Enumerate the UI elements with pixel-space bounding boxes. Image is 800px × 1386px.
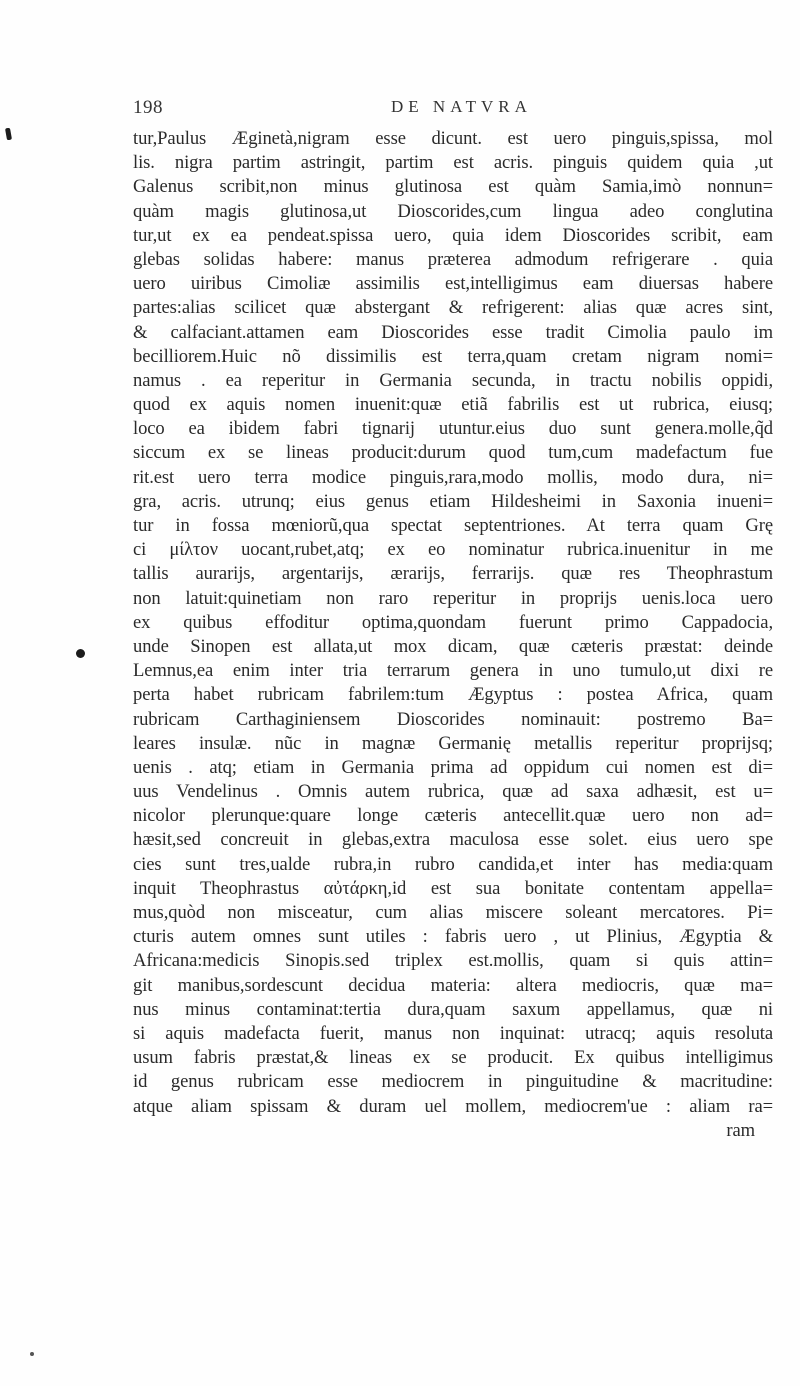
running-head — [133, 97, 773, 125]
text-line: leares insulæ. nũc in magnæ Germanię metallis reperitur proprijsq; — [133, 732, 773, 754]
text-line: siccum ex se lineas producit:durum quod tum,cum madefactum fue — [133, 442, 773, 464]
text-line: partes:alias scilicet quæ abstergant & refrigerent: alias quæ acres sint, — [133, 297, 773, 319]
text-line: id genus rubricam esse mediocrem in pinguitudine & macritudine: — [133, 1071, 773, 1093]
text-line: quod ex aquis nomen inuenit:quæ etiã fabrilis est ut rubrica, eiusq; — [133, 394, 773, 416]
text-line: namus . ea reperitur in Germania secunda, in tractu nobilis oppidi, — [133, 369, 773, 391]
text-line: Lemnus,ea enim inter tria terrarum genera in uno tumulo,ut dixi re — [133, 660, 773, 682]
text-line: hæsit,sed concreuit in glebas,extra maculosa esse solet. eius uero spe — [133, 829, 773, 851]
text-line: & calfaciant.attamen eam Dioscorides esse tradit Cimolia paulo im — [133, 321, 773, 343]
text-line: non latuit:quinetiam non raro reperitur in proprijs uenis.loca uero — [133, 587, 773, 609]
text-line: ci μίλτον uocant,rubet,atq; ex eo nominatur rubrica.inuenitur in me — [133, 539, 773, 561]
text-line: usum fabris præstat,& lineas ex se producit. Ex quibus intelligimus — [133, 1047, 773, 1069]
text-line: si aquis madefacta fuerit, manus non inquinat: utracq; aquis resoluta — [133, 1022, 773, 1044]
text-line: ex quibus effoditur optima,quondam fuerunt primo Cappadocia, — [133, 611, 773, 633]
text-line: quàm magis glutinosa,ut Dioscorides,cum lingua adeo conglutina — [133, 200, 773, 222]
ink-dot-mark — [76, 649, 85, 658]
text-line: tallis aurarijs, argentarijs, ærarijs, ferrarijs. quæ res Theophrastum — [133, 563, 773, 585]
text-line: perta habet rubricam fabrilem:tum Ægyptus : postea Africa, quam — [133, 684, 773, 706]
text-line: becilliorem.Huic nõ dissimilis est terra,quam cretam nigram nomi= — [133, 345, 773, 367]
text-line: rubricam Carthaginiensem Dioscorides nominauit: postremo Ba= — [133, 708, 773, 730]
text-line: cies sunt tres,ualde rubra,in rubro candida,et inter has media:quam — [133, 853, 773, 875]
text-line: loco ea ibidem fabri tignarij utuntur.eius duo sunt genera.molle,q̃d — [133, 418, 773, 440]
catchword: ram — [726, 1119, 755, 1141]
text-line: atque aliam spissam & duram uel mollem, mediocrem'ue : aliam ra= — [133, 1095, 773, 1117]
text-line: inquit Theophrastus αὐτάρκη,id est sua bonitate contentam appella= — [133, 877, 773, 899]
text-line: git manibus,sordescunt decidua materia: altera mediocris, quæ ma= — [133, 974, 773, 996]
text-line: lis. nigra partim astringit, partim est acris. pinguis quidem quia ,ut — [133, 152, 773, 174]
text-line: gra, acris. utrunq; eius genus etiam Hildesheimi in Saxonia inueni= — [133, 490, 773, 512]
page-number: 198 — [133, 97, 163, 118]
text-line: tur in fossa mœniorũ,qua spectat septentriones. At terra quam Grę — [133, 515, 773, 536]
page-heading: DE NATVRA — [391, 97, 532, 116]
text-line: nus minus contaminat:tertia dura,quam saxum appellamus, quæ ni — [133, 998, 773, 1020]
text-line: unde Sinopen est allata,ut mox dicam, quæ cæteris præstat: deinde — [133, 635, 773, 657]
text-line: cturis autem omnes sunt utiles : fabris uero , ut Plinius, Ægyptia & — [133, 926, 773, 948]
body-text — [133, 127, 773, 1143]
text-line: uus Vendelinus . Omnis autem rubrica, quæ ad saxa adhæsit, est u= — [133, 781, 773, 803]
text-line: Galenus scribit,non minus glutinosa est quàm Samia,imò nonnun= — [133, 176, 773, 198]
text-line: uenis . atq; etiam in Germania prima ad oppidum cui nomen est di= — [133, 756, 773, 778]
text-line: rit.est uero terra modice pinguis,rara,modo mollis, modo dura, ni= — [133, 466, 773, 488]
text-line: glebas solidas habere: manus præterea admodum refrigerare . quia — [133, 248, 773, 270]
ink-blot-mark — [5, 128, 12, 141]
ink-speck-mark — [30, 1352, 34, 1356]
text-line: tur,Paulus Æginetà,nigram esse dicunt. est uero pinguis,spissa, mol — [133, 128, 773, 149]
text-line: tur,ut ex ea pendeat.spissa uero, quia idem Dioscorides scribit, eam — [133, 224, 773, 246]
text-line: nicolor plerunque:quare longe cæteris antecellit.quæ uero non ad= — [133, 805, 773, 827]
text-line: uero uiribus Cimoliæ assimilis est,intelligimus eam diuersas habere — [133, 273, 773, 295]
text-line: mus,quòd non misceatur, cum alias miscere soleant mercatores. Pi= — [133, 902, 773, 923]
text-line: Africana:medicis Sinopis.sed triplex est.mollis, quam si quis attin= — [133, 950, 773, 972]
